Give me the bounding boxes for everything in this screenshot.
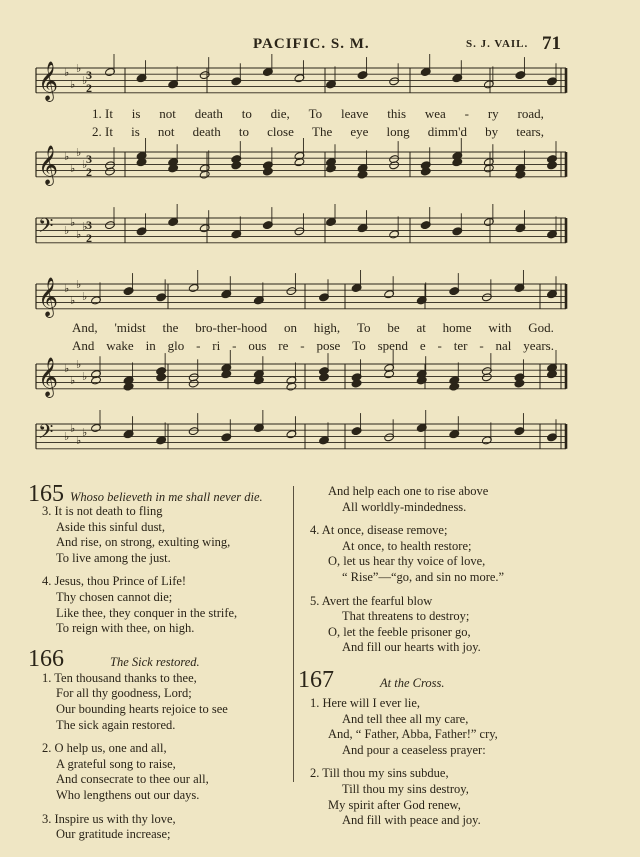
lyric-line-system2-verse2: [72, 338, 554, 354]
lyric-word: ry: [487, 106, 499, 121]
svg-text:3: 3: [86, 218, 92, 232]
svg-text:♭: ♭: [64, 150, 70, 163]
lyric-word: 'midst: [114, 320, 146, 335]
lyric-word: -: [300, 338, 305, 353]
svg-text:♭: ♭: [82, 158, 88, 171]
hymn-line: “ Rise”—“go, and sin no more.”: [342, 569, 505, 584]
lyric-word: years.: [523, 338, 554, 353]
lyric-word: 1. It: [92, 106, 113, 121]
lyric-word: this: [387, 106, 407, 121]
hymn-line: And, “ Father, Abba, Father!” cry,: [328, 727, 498, 742]
lyric-word: wea: [424, 106, 446, 121]
hymn-title: At the Cross.: [380, 675, 445, 690]
lyric-word: at: [416, 320, 426, 335]
svg-text:♭: ♭: [82, 220, 88, 233]
lyric-word: pose: [316, 338, 341, 353]
lyric-word: death: [192, 124, 221, 139]
hymn-line: 2. O help us, one and all,: [42, 741, 167, 756]
hymn-line: 3. It is not death to fling: [42, 504, 163, 518]
lyric-word: ri: [212, 338, 221, 353]
hymn-heading: [28, 647, 290, 671]
hymn-title: Whoso believeth in me shall never die.: [70, 490, 263, 504]
lyric-word: To: [356, 320, 371, 335]
svg-text:♭: ♭: [70, 78, 76, 91]
hymn-line: At once, to health restore;: [342, 538, 472, 553]
svg-text:𝄞: 𝄞: [38, 145, 59, 185]
hymn-line: That threatens to destroy;: [342, 609, 470, 624]
hymn-line: 4. At once, disease remove;: [310, 523, 448, 538]
hymn-line: Our gratitude increase;: [56, 827, 171, 842]
svg-text:𝄞: 𝄞: [38, 61, 59, 101]
hymn-line: 2. Till thou my sins subdue,: [310, 766, 449, 781]
hymn-line: To reign with thee, on high.: [56, 621, 195, 636]
hymn-line: And rise, on strong, exulting wing,: [56, 535, 231, 550]
svg-text:♭: ♭: [64, 362, 70, 375]
lyric-word: on: [283, 320, 297, 335]
hymn-line: 1. Here will I ever lie,: [310, 695, 421, 710]
lyric-word: -: [479, 338, 484, 353]
svg-text:♭: ♭: [82, 290, 88, 303]
lyric-word: 2. It: [92, 124, 113, 139]
hymn-line: My spirit after God renew,: [328, 797, 461, 812]
svg-text:♭: ♭: [76, 358, 82, 371]
svg-text:♭: ♭: [70, 422, 76, 435]
lyric-word: road,: [517, 106, 544, 121]
svg-text:♭: ♭: [76, 434, 82, 447]
svg-text:♭: ♭: [64, 66, 70, 79]
lyric-word: die,: [270, 106, 290, 121]
svg-text:𝄞: 𝄞: [38, 277, 59, 317]
lyric-word: And: [72, 338, 95, 353]
hymn-line: And tell thee all my care,: [342, 711, 469, 726]
lyric-word: e: [419, 338, 426, 353]
lyric-word: bro-ther-hood: [195, 320, 268, 335]
svg-text:♭: ♭: [82, 370, 88, 383]
lyric-word: re: [278, 338, 289, 353]
lyric-word: home: [442, 320, 472, 335]
lyric-word: nal: [495, 338, 512, 353]
hymn-line: 5. Avert the fearful blow: [310, 593, 433, 608]
lyric-word: -: [196, 338, 201, 353]
hymn-heading: [28, 482, 290, 506]
hymn-line: And fill with peace and joy.: [342, 813, 481, 828]
hymn-line: And help each one to rise above: [328, 484, 489, 498]
lyric-word: is: [131, 106, 141, 121]
lyric-word: wake: [106, 338, 134, 353]
lyric-line-system1-verse2: [92, 124, 544, 140]
lyric-word: to: [238, 124, 250, 139]
lyric-word: not: [157, 124, 175, 139]
lyric-word: spend: [377, 338, 408, 353]
hymn-line: The sick again restored.: [56, 717, 176, 732]
lyric-word: -: [464, 106, 469, 121]
hymn-number: 165: [28, 481, 64, 507]
hymn-number: 166: [28, 645, 64, 672]
hymn-line: And pour a ceaseless prayer:: [342, 742, 486, 757]
svg-text:2: 2: [86, 231, 92, 245]
hymn-line: 3. Inspire us with thy love,: [42, 811, 176, 826]
lyric-word: dimm'd: [427, 124, 467, 139]
column-divider: [293, 486, 294, 782]
svg-text:♭: ♭: [76, 228, 82, 241]
hymn-line: 4. Jesus, thou Prince of Life!: [42, 574, 187, 589]
hymn-number: 167: [298, 666, 334, 693]
svg-text:2: 2: [86, 165, 92, 179]
svg-text:2: 2: [86, 81, 92, 95]
svg-text:3: 3: [86, 68, 92, 82]
svg-text:♭: ♭: [64, 224, 70, 237]
lyric-word: close: [267, 124, 294, 139]
hymn-line: A grateful song to raise,: [56, 756, 176, 771]
svg-text:♭: ♭: [64, 430, 70, 443]
lyric-word: be: [387, 320, 400, 335]
svg-text:3: 3: [86, 152, 92, 166]
svg-text:𝄢: 𝄢: [38, 214, 54, 242]
svg-text:♭: ♭: [82, 426, 88, 439]
composer-name: S. J. VAIL.: [466, 38, 529, 50]
svg-text:♭: ♭: [76, 146, 82, 159]
lyric-word: not: [159, 106, 176, 121]
hymn-line: Thy chosen cannot die;: [56, 589, 173, 604]
hymn-line: Our bounding hearts rejoice to see: [56, 701, 228, 716]
hymn-line: For all thy goodness, Lord;: [56, 686, 192, 701]
svg-text:𝄢: 𝄢: [38, 420, 54, 448]
tune-title: PACIFIC. S. M.: [253, 36, 370, 52]
svg-text:𝄞: 𝄞: [38, 357, 59, 397]
hymn-column-left: [28, 482, 290, 843]
hymn-line: All worldly-mindedness.: [342, 499, 467, 514]
hymn-line: And consecrate to thee our all,: [56, 772, 209, 787]
hymn-line: 1. Ten thousand thanks to thee,: [42, 670, 197, 685]
svg-text:♭: ♭: [70, 216, 76, 229]
lyric-word: is: [131, 124, 140, 139]
hymn-column-right: [298, 484, 628, 829]
lyric-word: -: [232, 338, 237, 353]
lyric-word: tears,: [516, 124, 544, 139]
page-number: 71: [542, 33, 561, 54]
lyric-word: The: [312, 124, 333, 139]
lyric-line-system1-verse1: [92, 106, 544, 122]
hymn-line: Like thee, they conquer in the strife,: [56, 605, 238, 620]
svg-text:♭: ♭: [76, 62, 82, 75]
hymn-line: And fill our hearts with joy.: [342, 640, 481, 655]
lyric-word: ous: [248, 338, 267, 353]
svg-text:♭: ♭: [70, 162, 76, 175]
hymn-title: The Sick restored.: [110, 654, 200, 669]
lyric-word: death: [194, 106, 223, 121]
lyric-word: in: [145, 338, 156, 353]
lyric-word: long: [386, 124, 410, 139]
svg-text:♭: ♭: [82, 74, 88, 87]
hymn-line: Till thou my sins destroy,: [342, 781, 469, 796]
lyric-word: with: [488, 320, 512, 335]
hymn-line: To live among the just.: [56, 550, 171, 565]
lyric-word: by: [485, 124, 499, 139]
lyric-word: -: [437, 338, 442, 353]
lyric-word: To: [352, 338, 366, 353]
lyric-word: ter: [453, 338, 468, 353]
hymn-line: Who lengthens out our days.: [56, 787, 200, 802]
lyric-word: And,: [72, 320, 98, 335]
hymn-line: Aside this sinful dust,: [56, 519, 166, 534]
hymn-line: O, let the feeble prisoner go,: [328, 624, 471, 639]
svg-text:♭: ♭: [70, 374, 76, 387]
lyric-word: to: [241, 106, 252, 121]
lyric-word: eye: [350, 124, 369, 139]
lyric-word: glo: [167, 338, 185, 353]
lyric-word: God.: [528, 320, 554, 335]
lyric-line-system2-verse1: [72, 320, 554, 336]
lyric-word: the: [162, 320, 179, 335]
hymn-heading: [298, 668, 628, 692]
hymn-line: O, let us hear thy voice of love,: [328, 554, 486, 569]
svg-text:♭: ♭: [64, 282, 70, 295]
svg-text:♭: ♭: [70, 294, 76, 307]
lyric-word: high,: [313, 320, 341, 335]
lyric-word: To: [308, 106, 323, 121]
svg-text:♭: ♭: [76, 278, 82, 291]
lyric-word: leave: [341, 106, 369, 121]
